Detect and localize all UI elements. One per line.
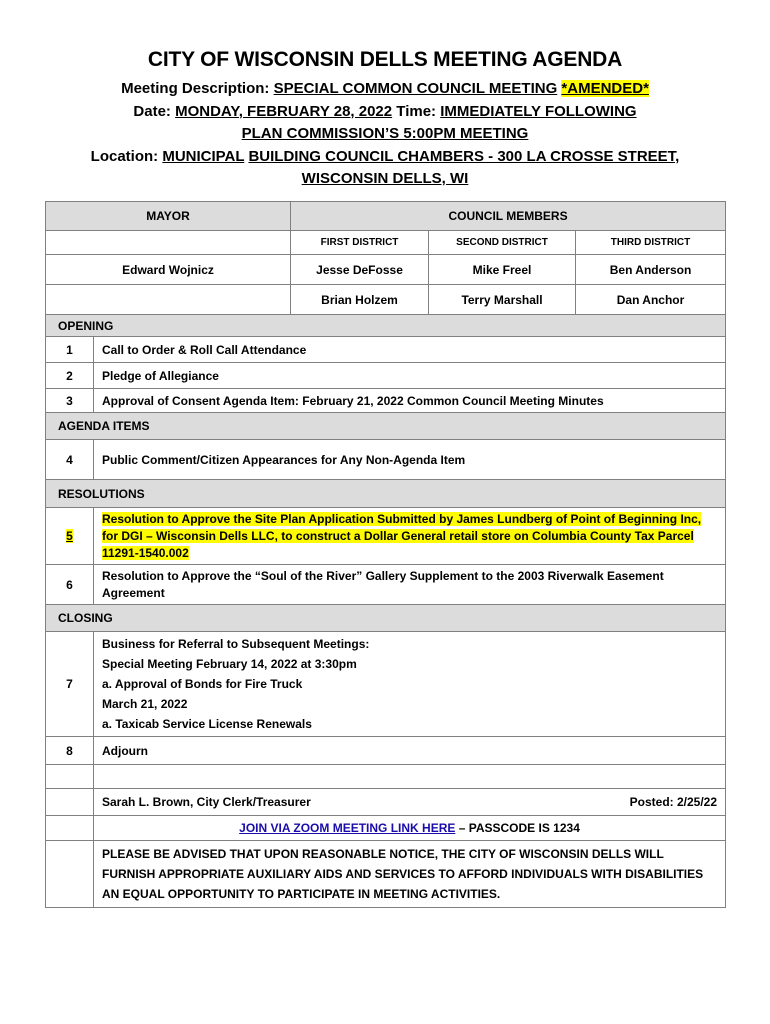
- referral-subitem-1: a. Approval of Bonds for Fire Truck: [102, 677, 303, 691]
- first-district-member: Jesse DeFosse: [291, 255, 429, 285]
- officials-header-row: [46, 202, 726, 231]
- item-number: 1: [46, 337, 94, 363]
- third-district-member: Ben Anderson: [576, 255, 726, 285]
- page-title: CITY OF WISCONSIN DELLS MEETING AGENDA: [147, 48, 623, 71]
- location-continuation-line: [0, 168, 770, 191]
- item-number: 6: [46, 565, 94, 605]
- second-district-member: Mike Freel: [429, 255, 576, 285]
- item-text: Adjourn: [94, 737, 726, 765]
- description-label: Meeting Description:: [121, 80, 270, 97]
- location-city: WISCONSIN DELLS, WI: [301, 170, 469, 187]
- time-label: Time:: [396, 102, 437, 120]
- item-number: 3: [46, 389, 94, 413]
- zoom-meeting-link[interactable]: JOIN VIA ZOOM MEETING LINK HERE: [239, 821, 456, 835]
- agenda-item-row: [46, 508, 726, 565]
- item-text: Approval of Consent Agenda Item: February 21, 2022 Common Council Meeting Minutes: [94, 389, 726, 413]
- blank-row: [46, 765, 726, 789]
- location-value-a: MUNICIPAL: [162, 147, 245, 165]
- districts-row: [46, 231, 726, 255]
- mayor-header: MAYOR: [46, 202, 291, 231]
- item-text: Resolution to Approve the “Soul of the River” Gallery Supplement to the 2003 Riverwalk Easement Agreement: [94, 565, 726, 605]
- signature-row: [46, 789, 726, 816]
- date-time-line: [0, 101, 770, 124]
- item-text: Public Comment/Citizen Appearances for Any Non-Agenda Item: [94, 440, 726, 480]
- date-label: Date:: [133, 102, 171, 120]
- amended-badge: *AMENDED*: [561, 80, 649, 97]
- first-district-header: FIRST DISTRICT: [291, 231, 429, 255]
- agenda-item-row: [46, 737, 726, 765]
- officials-row-1: [46, 255, 726, 285]
- passcode-text: – PASSCODE IS 1234: [455, 821, 580, 835]
- item-number: 7: [46, 632, 94, 737]
- highlighted-resolution-text: Resolution to Approve the Site Plan Application Submitted by James Lundberg of Point of Beginning Inc, for DGI – Wisconsin Dells LLC, to construct a Dollar General retail store on Columbia County Tax Parcel 11291-1540.002: [102, 511, 702, 560]
- zoom-row: [46, 816, 726, 841]
- item-text: Pledge of Allegiance: [94, 363, 726, 389]
- referral-subitem-2: a. Taxicab Service License Renewals: [102, 717, 312, 731]
- referral-date-2: March 21, 2022: [102, 697, 188, 711]
- item-number: [46, 508, 94, 565]
- section-resolutions: RESOLUTIONS: [46, 480, 726, 508]
- item-number: 2: [46, 363, 94, 389]
- notice-row: [46, 841, 726, 908]
- item-number: 8: [46, 737, 94, 765]
- signer-name: Sarah L. Brown, City Clerk/Treasurer: [102, 795, 311, 809]
- agenda-item-row: [46, 337, 726, 363]
- agenda-item-row: [46, 440, 726, 480]
- section-opening: OPENING: [46, 315, 726, 337]
- officials-row-2: [46, 285, 726, 315]
- date-value: MONDAY, FEBRUARY 28, 2022: [175, 102, 393, 120]
- item-text: [94, 632, 726, 737]
- location-line: [0, 146, 770, 169]
- meeting-description-line: [0, 78, 770, 101]
- referral-date-1: Special Meeting February 14, 2022 at 3:30pm: [102, 657, 357, 671]
- item-number: 4: [46, 440, 94, 480]
- time-continuation-line: [0, 123, 770, 146]
- referral-heading: Business for Referral to Subsequent Meetings:: [102, 637, 370, 651]
- second-district-header: SECOND DISTRICT: [429, 231, 576, 255]
- mayor-blank-cell-2: [46, 285, 291, 315]
- mayor-name: Edward Wojnicz: [46, 255, 291, 285]
- agenda-header: [0, 48, 770, 191]
- second-district-member-2: Terry Marshall: [429, 285, 576, 315]
- section-agenda-items: AGENDA ITEMS: [46, 413, 726, 440]
- first-district-member-2: Brian Holzem: [291, 285, 429, 315]
- third-district-header: THIRD DISTRICT: [576, 231, 726, 255]
- item-text: [94, 508, 726, 565]
- location-value-b: BUILDING COUNCIL CHAMBERS - 300 LA CROSSE STREET,: [248, 147, 680, 165]
- agenda-item-row: [46, 389, 726, 413]
- item-text: Call to Order & Roll Call Attendance: [94, 337, 726, 363]
- description-value: SPECIAL COMMON COUNCIL MEETING: [273, 80, 558, 97]
- agenda-item-row: [46, 632, 726, 737]
- third-district-member-2: Dan Anchor: [576, 285, 726, 315]
- location-label: Location:: [90, 147, 159, 165]
- time-value-continued: PLAN COMMISSION’S 5:00PM MEETING: [241, 125, 529, 142]
- section-closing: CLOSING: [46, 605, 726, 632]
- agenda-item-row: [46, 363, 726, 389]
- posted-date: Posted: 2/25/22: [629, 795, 718, 809]
- agenda-item-row: [46, 565, 726, 605]
- highlighted-item-number: 5: [66, 529, 73, 543]
- agenda-table: [45, 201, 726, 908]
- accessibility-notice: PLEASE BE ADVISED THAT UPON REASONABLE NOTICE, THE CITY OF WISCONSIN DELLS WILL FURNISH APPROPRIATE AUXILIARY AIDS AND SERVICES TO AFFORD INDIVIDUALS WITH DISABILITIES AN EQUAL OPPORTUNITY TO PARTICIPATE IN MEETING ACTIVITIES.: [94, 841, 726, 908]
- council-header: COUNCIL MEMBERS: [291, 202, 726, 231]
- mayor-blank-cell: [46, 231, 291, 255]
- time-value: IMMEDIATELY FOLLOWING: [440, 102, 637, 120]
